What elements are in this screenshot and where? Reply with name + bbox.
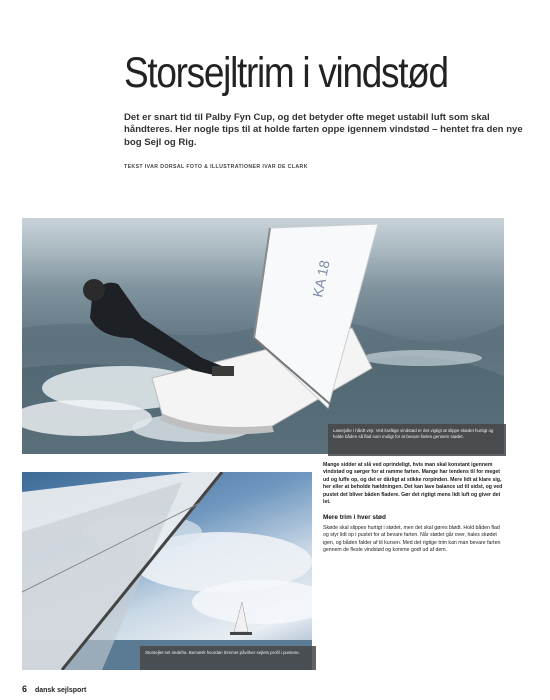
body-paragraph: Mange sidder at slå ved oprindeligt, hvis man skal konstant igennem vindstød og sørger for at ramme farten. Mange har tendens til for meget ud og luffe op, og det er dårligt at stikke rorpinden. Mere lidt at klare sig, her eller at beholde hældningen. Det kan lave balance ud til sidst, og ved pustet det bliver båden fladere. Gør det rigtigt mens lidt luft og giver det let.	[323, 462, 503, 506]
mainsail-illustration	[22, 472, 312, 670]
body-paragraph: Skøde skal slippes hurtigt i stødet, men det skal gøres blødt. Hold båden flad og styr lidt op i pustet for at bevare farten. Når stødet går over, hales skødet igen, og båden falder af til kursen. Med det rigtige trim kan man bevare farten gennem de fleste vindstød og komme godt ud af dem.	[323, 524, 501, 554]
laser-dinghy-illustration	[22, 218, 504, 454]
body-subheading: Mere trim i hver stød	[323, 514, 386, 522]
svg-text:KA 18: KA 18	[309, 258, 333, 299]
photo2-caption: Storsejlet set nedefra. Bemærk hvordan trimmet påvirker sejlets profil i pustene.	[140, 646, 316, 670]
laser-dinghy-photo	[22, 218, 504, 454]
mainsail-photo	[22, 472, 312, 670]
article-title: Storsejltrim i vindstød	[124, 49, 448, 97]
page-number: 6	[22, 684, 28, 694]
section-name: dansk sejlsport	[34, 687, 87, 694]
page-footer	[22, 684, 86, 694]
photo1-caption: Laserjolle i hårdt vejr. Ved kraftige vindstød er det vigtigt at slippe skødet hurtigt og holde båden så flad som muligt for at bevare farten gennem stødet.	[328, 424, 506, 456]
article-lead: Det er snart tid til Palby Fyn Cup, og det betyder ofte meget ustabil luft som skal håndteres. Her nogle tips til at holde farten oppe igennem vindstød – hentet fra den nye bog Sejl og Rig.	[124, 112, 523, 148]
article-byline: TEKST IVAR DORSAL FOTO & ILLUSTRATIONER IVAR DE CLARK	[124, 164, 308, 170]
article-body	[323, 462, 503, 554]
